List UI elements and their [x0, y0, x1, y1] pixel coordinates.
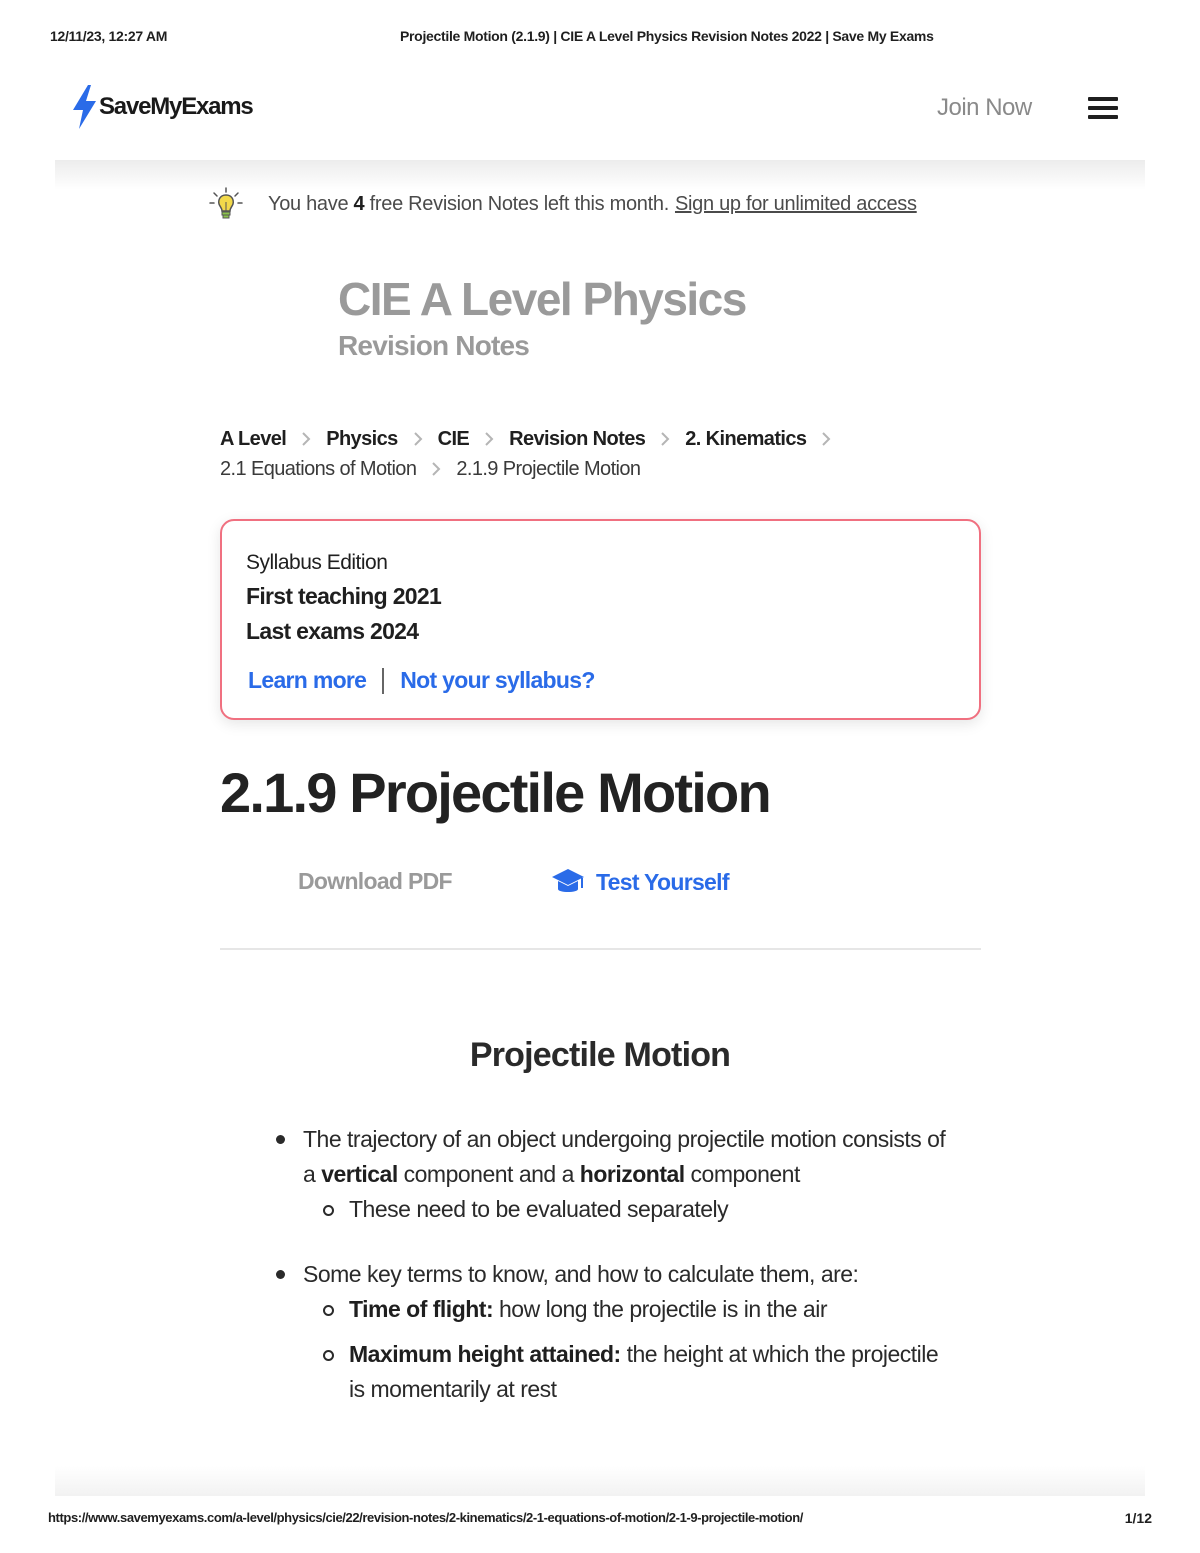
breadcrumb-item[interactable]: 2.1 Equations of Motion [220, 457, 417, 480]
print-page-number: 1/12 [1124, 1510, 1152, 1526]
sub-list-item [276, 1292, 956, 1327]
lightning-bolt-icon [69, 84, 99, 130]
print-header [0, 28, 1200, 50]
syllabus-edition-card [220, 519, 981, 720]
subject-subtitle: Revision Notes [338, 330, 530, 361]
print-date: 12/11/23, 12:27 AM [50, 28, 168, 44]
hamburger-menu-icon[interactable] [1088, 97, 1118, 119]
bottom-shade [55, 1466, 1145, 1496]
chevron-right-icon [483, 432, 495, 446]
print-url: https://www.savemyexams.com/a-level/physics/cie/22/revision-notes/2-kinematics/2-1-equations-of-motion/2-1-9-projectile-motion/ [48, 1510, 803, 1525]
bold-term: vertical [321, 1161, 398, 1187]
site-header [55, 76, 1145, 160]
join-now-button[interactable]: Join Now [937, 94, 1032, 121]
breadcrumb-item[interactable]: Revision Notes [509, 427, 646, 450]
print-title: Projectile Motion (2.1.9) | CIE A Level Physics Revision Notes 2022 | Save My Exams [400, 28, 934, 44]
notes-content [276, 1122, 956, 1407]
subject-title: CIE A Level Physics [338, 273, 746, 325]
chevron-right-icon [820, 432, 832, 446]
divider [220, 948, 981, 950]
chevron-right-icon [430, 462, 442, 476]
text-run: component [684, 1161, 800, 1187]
sign-up-link[interactable]: Sign up for unlimited access [674, 192, 917, 215]
download-pdf-button[interactable]: Download PDF [298, 868, 452, 894]
breadcrumb-item[interactable]: A Level [220, 427, 287, 450]
list-item [276, 1122, 956, 1192]
chevron-right-icon [659, 432, 671, 446]
test-yourself-button[interactable] [550, 866, 729, 898]
text-run: the height at which the projectile is momentarily at rest [349, 1341, 939, 1402]
lightbulb-icon [208, 186, 244, 222]
not-your-syllabus-link[interactable]: Not your syllabus? [400, 667, 595, 693]
free-notes-banner [208, 186, 917, 222]
first-teaching: First teaching 2021 [246, 583, 442, 609]
logo[interactable] [69, 84, 253, 130]
text-run: The trajectory of an object undergoing projectile motion consists of a [303, 1126, 946, 1187]
notice-text [268, 193, 669, 216]
bold-term: Maximum height attained: [349, 1341, 621, 1367]
section-heading: Projectile Motion [469, 1036, 731, 1074]
sub-list-item: These need to be evaluated separately [276, 1192, 956, 1227]
page-title: 2.1.9 Projectile Motion [220, 761, 770, 824]
breadcrumb-item[interactable]: 2. Kinematics [685, 427, 807, 450]
breadcrumb [220, 424, 920, 484]
bold-term: horizontal [579, 1161, 685, 1187]
bold-term: Time of flight: [349, 1296, 494, 1322]
link-separator [382, 668, 384, 694]
notice-suffix: free Revision Notes left this month. [364, 192, 669, 215]
text-run: component and a [397, 1161, 580, 1187]
chevron-right-icon [300, 432, 312, 446]
syllabus-label: Syllabus Edition [246, 551, 388, 574]
breadcrumb-current: 2.1.9 Projectile Motion [456, 457, 641, 480]
chevron-right-icon [412, 432, 424, 446]
syllabus-links [248, 667, 595, 694]
text-run: how long the projectile is in the air [493, 1296, 827, 1322]
list-item: Some key terms to know, and how to calculate them, are: [276, 1257, 956, 1292]
test-yourself-label: Test Yourself [596, 868, 729, 895]
notice-prefix: You have [268, 192, 354, 215]
notes-left-count: 4 [353, 192, 365, 215]
breadcrumb-item[interactable]: Physics [326, 427, 398, 450]
logo-text: SaveMyExams [99, 93, 253, 120]
breadcrumb-item[interactable]: CIE [437, 427, 470, 450]
print-footer [0, 1510, 1200, 1530]
learn-more-link[interactable]: Learn more [248, 667, 367, 693]
sub-list-item [276, 1337, 956, 1407]
last-exams: Last exams 2024 [246, 618, 419, 644]
graduation-cap-icon [550, 866, 586, 898]
